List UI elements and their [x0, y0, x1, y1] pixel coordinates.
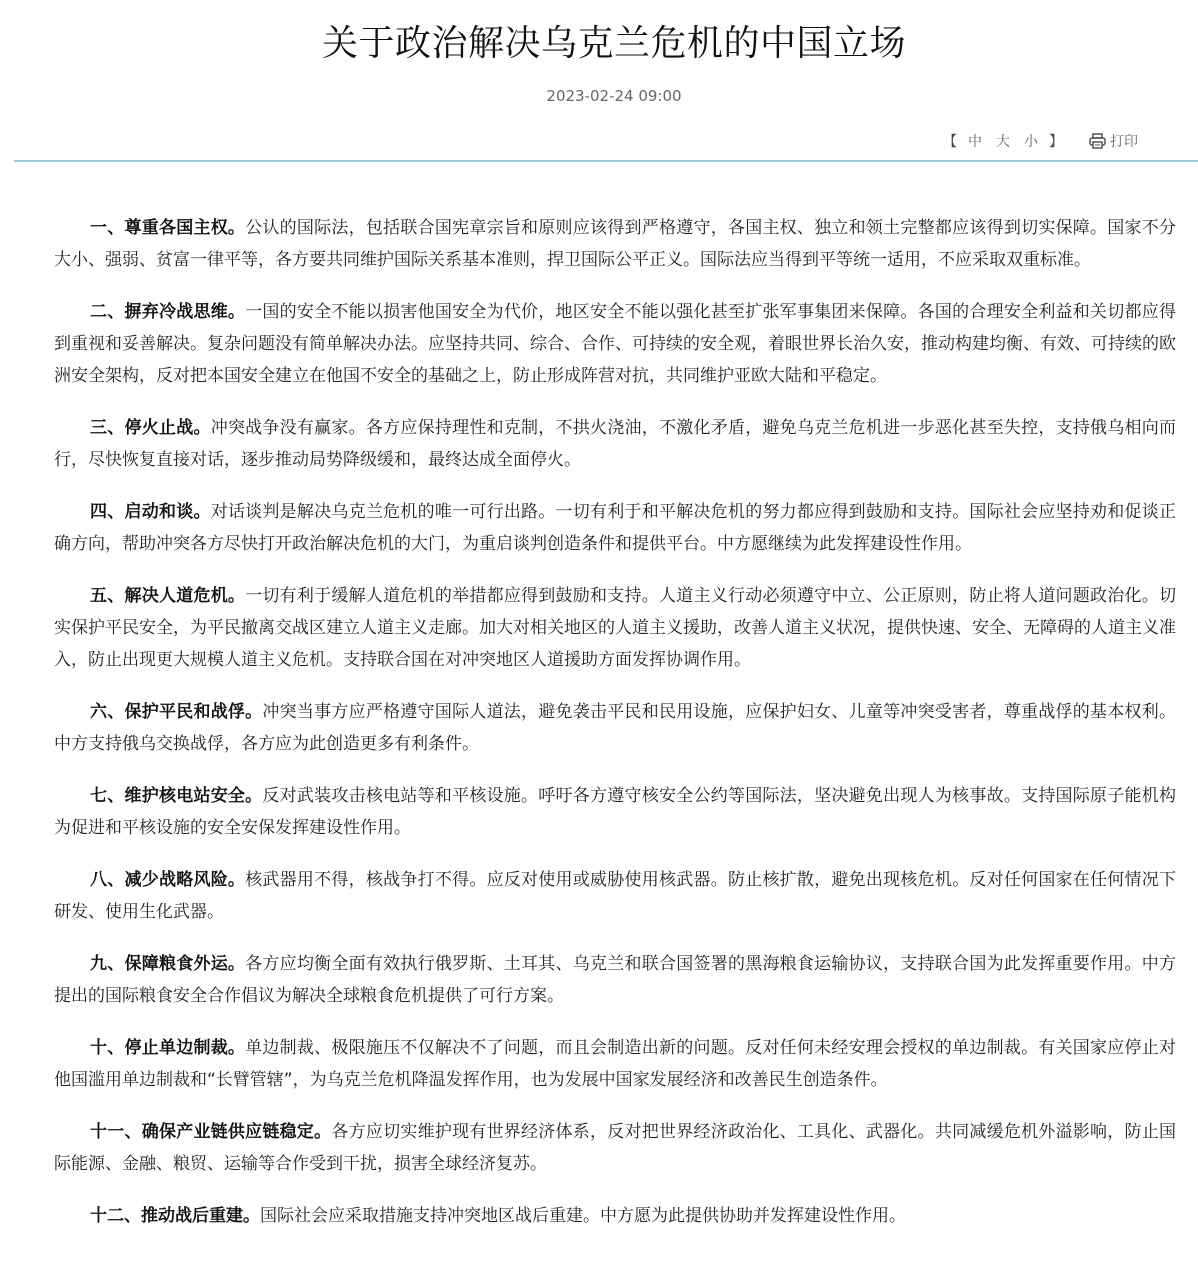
paragraph-text: 单边制裁、极限施压不仅解决不了问题，而且会制造出新的问题。反对任何未经安理会授权的单边制裁。有关国家应停止对他国滥用单边制裁和“长臂管辖”，为乌克兰危机降温发挥作用，也为发展中国家发展经济和改善民生创造条件。	[54, 1038, 1177, 1090]
article-paragraph	[54, 948, 1176, 1012]
paragraph-heading: 十一、确保产业链供应链稳定。	[90, 1122, 332, 1142]
paragraph-heading: 十二、推动战后重建。	[90, 1206, 260, 1226]
article-paragraph	[54, 1116, 1176, 1180]
print-label: 打印	[1110, 134, 1138, 150]
paragraph-heading: 八、减少战略风险。	[90, 870, 246, 890]
paragraph-text: 公认的国际法，包括联合国宪章宗旨和原则应该得到严格遵守，各国主权、独立和领土完整都应该得到切实保障。国家不分大小、强弱、贫富一律平等，各方要共同维护国际关系基本准则，捍卫国际公平正义。国际法应当得到平等统一适用，不应采取双重标准。	[54, 218, 1177, 270]
paragraph-heading: 十、停止单边制裁。	[90, 1038, 246, 1058]
article-paragraph	[54, 1032, 1176, 1096]
font-size-medium-button[interactable]: 中	[968, 134, 982, 150]
header-divider	[14, 160, 1198, 162]
article-paragraph	[54, 580, 1176, 676]
article-paragraph	[54, 1200, 1176, 1232]
article-paragraph	[54, 864, 1176, 928]
font-size-large-button[interactable]: 大	[996, 134, 1010, 150]
paragraph-heading: 四、启动和谈。	[90, 502, 211, 522]
paragraph-heading: 三、停火止战。	[90, 418, 211, 438]
paragraph-text: 核武器用不得，核战争打不得。应反对使用或威胁使用核武器。防止核扩散，避免出现核危机。反对任何国家在任何情况下研发、使用生化武器。	[54, 870, 1177, 922]
publish-date: 2023-02-24 09:00	[546, 87, 682, 105]
paragraph-text: 冲突当事方应严格遵守国际人道法，避免袭击平民和民用设施，应保护妇女、儿童等冲突受害者，尊重战俘的基本权利。中方支持俄乌交换战俘，各方应为此创造更多有利条件。	[54, 702, 1177, 754]
paragraph-text: 国际社会应采取措施支持冲突地区战后重建。中方愿为此提供协助并发挥建设性作用。	[260, 1206, 906, 1226]
print-button[interactable]	[1089, 131, 1138, 151]
article-toolbar	[939, 130, 1138, 152]
bracket-open: 【	[943, 134, 957, 150]
paragraph-text: 冲突战争没有赢家。各方应保持理性和克制，不拱火浇油，不激化矛盾，避免乌克兰危机进一步恶化甚至失控，支持俄乌相向而行，尽快恢复直接对话，逐步推动局势降级缓和，最终达成全面停火。	[54, 418, 1177, 470]
paragraph-heading: 二、摒弃冷战思维。	[90, 302, 246, 322]
paragraph-heading: 九、保障粮食外运。	[90, 954, 246, 974]
article-body	[54, 212, 1176, 1252]
paragraph-text: 反对武装攻击核电站等和平核设施。呼吁各方遵守核安全公约等国际法，坚决避免出现人为核事故。支持国际原子能机构为促进和平核设施的安全安保发挥建设性作用。	[54, 786, 1177, 838]
article-paragraph	[54, 412, 1176, 476]
article-paragraph	[54, 212, 1176, 276]
article-title: 关于政治解决乌克兰危机的中国立场	[321, 23, 906, 64]
paragraph-text: 一国的安全不能以损害他国安全为代价，地区安全不能以强化甚至扩张军事集团来保障。各国的合理安全利益和关切都应得到重视和妥善解决。复杂问题没有简单解决办法。应坚持共同、综合、合作、可持续的安全观，着眼世界长治久安，推动构建均衡、有效、可持续的欧洲安全架构，反对把本国安全建立在他国不安全的基础之上，防止形成阵营对抗，共同维护亚欧大陆和平稳定。	[54, 302, 1177, 386]
paragraph-text: 对话谈判是解决乌克兰危机的唯一可行出路。一切有利于和平解决危机的努力都应得到鼓励和支持。国际社会应坚持劝和促谈正确方向，帮助冲突各方尽快打开政治解决危机的大门，为重启谈判创造条件和提供平台。中方愿继续为此发挥建设性作用。	[54, 502, 1177, 554]
article-paragraph	[54, 780, 1176, 844]
bracket-close: 】	[1049, 134, 1063, 150]
paragraph-text: 各方应均衡全面有效执行俄罗斯、土耳其、乌克兰和联合国签署的黑海粮食运输协议，支持联合国为此发挥重要作用。中方提出的国际粮食安全合作倡议为解决全球粮食危机提供了可行方案。	[54, 954, 1177, 1006]
font-size-selector	[939, 131, 1067, 151]
article-paragraph	[54, 496, 1176, 560]
paragraph-text: 一切有利于缓解人道危机的举措都应得到鼓励和支持。人道主义行动必须遵守中立、公正原则，防止将人道问题政治化。切实保护平民安全，为平民撤离交战区建立人道主义走廊。加大对相关地区的人道主义援助，改善人道主义状况，提供快速、安全、无障碍的人道主义准入，防止出现更大规模人道主义危机。支持联合国在对冲突地区人道援助方面发挥协调作用。	[54, 586, 1177, 670]
paragraph-heading: 五、解决人道危机。	[90, 586, 246, 606]
article-paragraph	[54, 696, 1176, 760]
paragraph-heading: 六、保护平民和战俘。	[90, 702, 263, 722]
printer-icon	[1089, 133, 1106, 149]
paragraph-heading: 七、维护核电站安全。	[90, 786, 263, 806]
paragraph-heading: 一、尊重各国主权。	[90, 218, 246, 238]
paragraph-text: 各方应切实维护现有世界经济体系，反对把世界经济政治化、工具化、武器化。共同减缓危机外溢影响，防止国际能源、金融、粮贸、运输等合作受到干扰，损害全球经济复苏。	[54, 1122, 1177, 1174]
font-size-small-button[interactable]: 小	[1024, 134, 1038, 150]
article-paragraph	[54, 296, 1176, 392]
